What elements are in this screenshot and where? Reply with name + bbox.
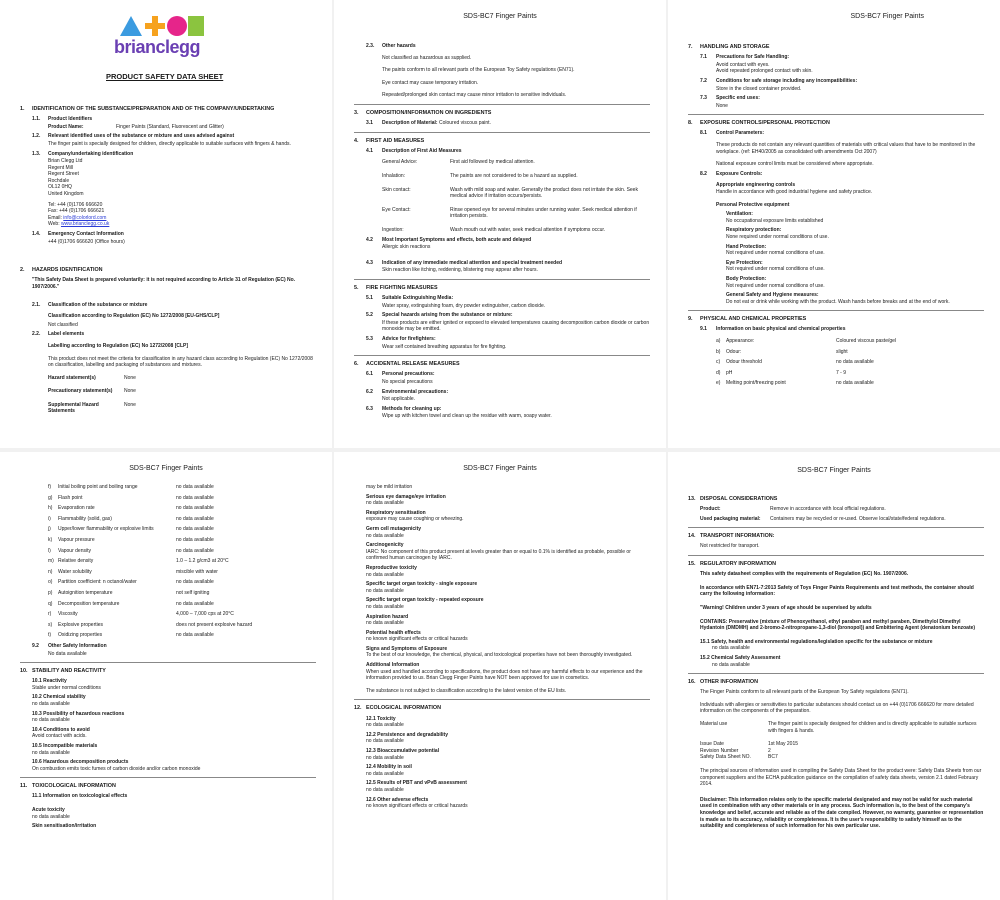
page-3	[668, 0, 1000, 448]
first-aid-row: Eye Contact: Rinse opened eye for several minutes under running water. Seek medical attention if irritation persists.	[382, 206, 637, 220]
company-address: Brian Clegg Ltd Regent Mill Regent Street Rochdale OL12 0HQ United Kingdom Tel: +44 (0)1706 666620 Fax: +44 (0)1706 666621 Email: info@colorlord.com Web: www.brianclegg.co.uk	[48, 158, 316, 228]
section-15-2-heading: 15.2 Chemical Safety Assessment	[700, 654, 781, 661]
tox-item-heading: Reproductive toxicity	[366, 564, 417, 571]
engineering-controls-text: Handle in accordance with good industrial hygiene and safety practice.	[716, 188, 873, 195]
stability-item-text: Stable under normal conditions	[32, 684, 101, 691]
section-4-3-heading: 4.3 Indication of any immediate medical attention and special treatment needed	[366, 259, 563, 266]
stability-item-text: no data available	[32, 701, 70, 707]
property-row: s) Explosive properties does not present explosive hazard	[48, 621, 253, 628]
disposal-row: Product: Remove in accordance with local official regulations.	[700, 506, 886, 513]
tox-item-heading: Specific target organ toxicity - single exposure	[366, 581, 478, 588]
section-8-1-text: These products do not contain any relevant quantities of materials with critical values that have to be monitored in the workplace. (ref: EH40/2005 as consolidated with amendments Oct 2007)	[716, 142, 976, 155]
tox-item-heading: Carcinogenicity	[366, 542, 404, 549]
email-link[interactable]: info@colorlord.com	[63, 214, 107, 221]
section-2-1-subheading: Classification according to Regulation (EC) No 1272/2008 [EU-GHS/CLP]	[48, 313, 220, 320]
running-header: SDS-BC7 Finger Paints	[463, 465, 537, 472]
regulatory-en71: In accordance with EN71-7:2013 Safety of Toys Finger Paints Requirements and test methods, the container should carry the following information:	[700, 584, 974, 598]
tox-item-heading: Specific target organ toxicity - repeated exposure	[366, 597, 484, 604]
eco-item-heading: 12.4 Mobility in soil	[366, 764, 412, 771]
eco-item-text: no data available	[366, 738, 404, 745]
issue-row: Issue Date 1st May 2015	[700, 741, 799, 748]
fax: Fax: +44 (0)1706 666621	[48, 208, 105, 215]
tox-item-text: no known significant effects or critical hazards	[366, 636, 468, 643]
other-hazards-line: Not classified as hazardous as supplied.	[382, 54, 472, 61]
property-row: d) pH 7 - 9	[716, 369, 847, 376]
property-row: j) Upper/lower flammability or explosive limits no data available	[48, 526, 214, 533]
other-info-allergy: Individuals with allergies or sensitivities to particular substances should contact us on +44 (0)1706 666620 for more detailed information on the components of the preparation.	[700, 701, 974, 715]
tox-item-text: IARC: No component of this product present at levels greater than or equal to 0.1% is identified as probable, possible or confirmed human carcinogen by IARC.	[366, 548, 631, 562]
section-8-1-heading: 8.1 Control Parameters:	[700, 130, 765, 137]
section-8-2-heading: 8.2 Exposure Controls:	[700, 170, 763, 177]
tox-item-heading: Aspiration hazard	[366, 613, 409, 620]
other-hazards-line: Repeated/prolonged skin contact may cause minor irritation to sensitive individuals.	[382, 92, 567, 99]
section-2-3-heading: 2.3. Other hazards	[366, 43, 416, 49]
stability-item-text: no data available	[32, 717, 70, 724]
section-15-1-text: no data available	[712, 645, 750, 652]
eco-item-heading: 12.1 Toxicity	[366, 715, 396, 722]
tox-item-heading: Serious eye damage/eye irritation	[366, 493, 446, 500]
page-5	[334, 452, 666, 900]
section-7-1-heading: 7.1 Precautions for Safe Handling:	[700, 54, 790, 61]
running-header: SDS-BC7 Finger Paints	[463, 13, 537, 20]
ppe-item: Respiratory protection: None required under normal conditions of use.	[726, 227, 829, 240]
section-1-1-heading: 1.1. Product Identifiers	[32, 116, 93, 123]
tel: Tel: +44 (0)1706 666620	[48, 201, 103, 208]
eco-item-heading: 12.3 Bioaccumulative potential	[366, 747, 440, 754]
first-aid-row: Ingestion: Wash mouth out with water, seek medical attention if symptoms occur.	[382, 226, 606, 233]
running-header: SDS-BC7 Finger Paints	[797, 467, 871, 474]
ppe-heading: Personal Protective equipment	[716, 201, 790, 208]
page-2	[334, 0, 666, 448]
section-2-2-subheading: Labelling according to Regulation (EC) No 1272/2008 [CLP]	[48, 342, 189, 349]
hazard-row: Hazard statement(s) None	[48, 374, 136, 381]
tox-item-text: When used and handled according to specifications, the product does not have any harmful effects to our experience and the information provided to us. Brian Clegg Finger Paints have NOT been approved for use in cosmetics.	[366, 668, 643, 682]
tox-item-heading: Germ cell mutagenicity	[366, 525, 422, 532]
section-6-3-heading: 6.3 Methods for cleaning up:	[366, 405, 442, 412]
brianclegg-logo	[114, 14, 204, 64]
property-row: n) Water solubility miscible with water	[48, 568, 218, 575]
first-aid-row: Skin contact: Wash with mild soap and water. Generally the product does not irritate the skin. Seek medical advice if irritation occurs/persists.	[382, 186, 638, 200]
disposal-row: Used packaging material: Containers may be recycled or re-used. Observe local/state/federal regulations.	[700, 515, 946, 522]
regulatory-compliance: This safety datasheet complies with the requirements of Regulation (EC) No. 1907/2006.	[700, 571, 909, 578]
tox-item-text: no data available	[366, 500, 404, 507]
page-4	[0, 452, 332, 900]
section-5-1-heading: 5.1 Suitable Extinguishing Media:	[366, 295, 454, 302]
stability-item-heading: 10.4 Conditions to avoid	[32, 726, 90, 733]
section-4-3-text: Skin reaction like itching, reddening, blistering may appear after hours.	[382, 267, 538, 274]
stability-item-heading: 10.2 Chemical stability	[32, 694, 86, 701]
section-2-2-heading: 2.2. Label elements	[32, 331, 85, 338]
section-4-2-heading: 4.2 Most Important Symptoms and effects, both acute and delayed	[366, 236, 532, 243]
handling-line: Avoid contact with eyes.	[716, 61, 770, 68]
property-row: r) Viscosity 4,000 – 7,000 cps at 20°C	[48, 611, 234, 618]
property-row: p) Autoignition temperature not self igniting	[48, 589, 210, 596]
section-9-2-heading: 9.2 Other Safety Information	[32, 642, 107, 649]
issue-row: Revision Number 2	[700, 747, 771, 754]
tox-item-text: no data available	[366, 532, 404, 539]
section-6-heading: 6. ACCIDENTAL RELEASE MEASURES	[354, 361, 460, 368]
eco-item-text: no data available	[366, 786, 404, 793]
section-2-heading: 2. HAZARDS IDENTIFICATION	[20, 267, 103, 274]
section-14-heading: 14. TRANSPORT INFORMATION:	[688, 533, 775, 540]
other-hazards-line: Eye contact may cause temporary irritation.	[382, 79, 479, 86]
property-row: i) Flammability (solid, gas) no data available	[48, 515, 214, 522]
document-title: PRODUCT SAFETY DATA SHEET	[106, 72, 224, 81]
section-9-1-heading: 9.1 Information on basic physical and chemical properties	[700, 326, 846, 333]
tox-item-text: no data available	[366, 603, 404, 610]
stability-item-heading: 10.3 Possibility of hazardous reactions	[32, 710, 125, 717]
section-5-2-heading: 5.2 Special hazards arising from the substance or mixture:	[366, 312, 513, 319]
section-6-2-text: Not applicable.	[382, 396, 416, 403]
section-1-3-heading: 1.3. Company/undertaking identification	[32, 150, 134, 157]
section-5-heading: 5. FIRE FIGHTING MEASURES	[354, 284, 438, 291]
property-row: t) Oxidizing properties no data available	[48, 632, 214, 639]
property-row: o) Partition coefficient: n octanol/water no data available	[48, 579, 214, 586]
hazard-row: Supplemental Hazard Statements None	[48, 401, 136, 415]
section-3-1: 3.1 Description of Material: Coloured viscous paint.	[366, 120, 491, 127]
page-1	[0, 0, 332, 448]
property-row: q) Decomposition temperature no data available	[48, 600, 214, 607]
section-1-4-text: +44 (0)1706 666620 (Office hours)	[48, 238, 125, 245]
section-9-2-text: No data available	[48, 650, 87, 657]
ppe-item: Body Protection: Not required under normal conditions of use.	[726, 275, 825, 289]
section-5-2-text: If these products are either ignited or exposed to elevated temperatures causing decomposition carbon dioxide or carbon monoxide may be emitted.	[382, 319, 650, 333]
section-11-heading: 11. TOXICOLOGICAL INFORMATION	[20, 783, 116, 790]
tox-item-text: no data available	[366, 571, 404, 578]
first-aid-row: General Advice: First aid followed by medical attention.	[382, 159, 535, 166]
engineering-controls-heading: Appropriate engineering controls	[716, 182, 796, 189]
hazard-row: Precautionary statement(s) None	[48, 388, 136, 395]
eco-item-text: no data available	[366, 770, 404, 777]
section-2-quote: "This Safety Data Sheet is prepared voluntarily: it is not required according to Article 31 of Regulation (EC) No. 1907/2006."	[32, 277, 296, 290]
regulatory-contains: CONTAINS: Preservative (mixture of Phenoxyethanol, ethyl paraben and methyl paraben, Dimethylol Dimethyl Hydantoin (DMDMH) and 2-bromo-2-nitropropane-1,3-diol (bronopol)) and Embittering Agent (denatonium benzoate)	[700, 618, 976, 632]
section-5-3-heading: 5.3 Advice for firefighters:	[366, 336, 436, 343]
stability-item-text: On combustion emits toxic fumes of carbon dioxide and/or carbon monoxide	[32, 765, 201, 772]
ppe-item: General Safety and Hygiene measures: Do not eat or drink while working with the product. Wash hands before breaks and at the end of work.	[726, 292, 950, 305]
acute-toxicity-heading: Acute toxicity	[32, 807, 65, 814]
tox-item-heading: Potential health effects	[366, 629, 421, 636]
section-5-1-text: Water spray, extinguishing foam, dry powder extinguisher, carbon dioxide.	[382, 302, 546, 309]
stability-item-heading: 10.6 Hazardous decomposition products	[32, 759, 129, 766]
section-15-2-text: no data available	[712, 661, 750, 668]
tox-item-heading: Respiratory sensitisation	[366, 509, 426, 516]
section-6-3-text: Wipe up with kitchen towel and clean up the residue with warm, soapy water.	[382, 413, 552, 420]
property-row: c) Odour threshold no data available	[716, 359, 874, 366]
section-7-3-text: None	[716, 102, 728, 109]
property-row: b) Odour: slight	[716, 348, 848, 355]
regulatory-warning: "Warning! Children under 3 years of age should be supervised by adults	[700, 604, 872, 611]
section-1-heading: 1. IDENTIFICATION OF THE SUBSTANCE/PREPARATION AND OF THE COMPANY/UNDERTAKING	[20, 106, 275, 112]
other-info-text: The Finger Paints conform to all relevant parts of the European Toy Safety regulations (EN71).	[700, 689, 909, 696]
stability-item-text: no data available	[32, 749, 70, 756]
property-row: l) Vapour density no data available	[48, 547, 214, 554]
brand-name: brianclegg	[114, 37, 201, 57]
section-15-1-heading: 15.1 Safety, health and environmental regulations/legislation specific for the substance or mixture	[700, 638, 933, 645]
section-3-heading: 3. COMPOSITION/INFORMATION ON INGREDIENTS	[354, 109, 492, 116]
section-2-1-heading: 2.1. Classification of the substance or mixture	[32, 301, 148, 308]
tox-item-text: To the best of our knowledge, the chemical, physical, and toxicological properties have not been thoroughly investigated.	[366, 652, 633, 659]
section-16-heading: 16. OTHER INFORMATION	[688, 679, 758, 686]
issue-row: Safety Data Sheet NO. BC7	[700, 754, 778, 761]
section-4-1-heading: 4.1 Description of First Aid Measures	[366, 147, 462, 154]
property-row: m) Relative density 1.0 – 1.2 g/cm3 at 20°C	[48, 558, 229, 565]
section-11-1-heading: 11.1 Information on toxicological effects	[32, 793, 128, 800]
property-row: h) Evaporation rate no data available	[48, 505, 214, 512]
section-10-heading: 10. STABILITY AND REACTIVITY	[20, 668, 106, 675]
eco-item-heading: 12.6 Other adverse effects	[366, 796, 429, 803]
property-row: e) Melting point/freezing point no data available	[716, 380, 874, 387]
tox-item-text: no data available	[366, 587, 404, 594]
section-8-heading: 8. EXPOSURE CONTROLS/PERSONAL PROTECTION	[688, 120, 830, 127]
section-6-2-heading: 6.2 Environmental precautions:	[366, 388, 449, 395]
section-6-1-heading: 6.1 Personal precautions:	[366, 371, 435, 378]
property-row: f) Initial boiling point and boiling range no data available	[48, 484, 214, 490]
property-row: a) Appearance: Coloured viscous paste/gel	[716, 338, 897, 344]
eu-classification-note: The substance is not subject to classification according to the latest version of the EU lists.	[366, 687, 567, 694]
ppe-item: Ventilation: No occupational exposure limits established	[726, 211, 824, 224]
acute-toxicity-text: no data available	[32, 813, 70, 820]
section-7-3-heading: 7.3 Specific end uses:	[700, 95, 760, 102]
eco-item-heading: 12.5 Results of PBT and vPvB assessment	[366, 780, 467, 787]
section-9-heading: 9. PHYSICAL AND CHEMICAL PROPERTIES	[688, 316, 807, 323]
section-13-heading: 13. DISPOSAL CONSIDERATIONS	[688, 496, 778, 502]
other-hazards-line: The paints conform to all relevant parts of the European Toy Safety regulations (EN71).	[382, 67, 575, 74]
eco-item-text: no data available	[366, 754, 404, 761]
skin-irritation-text: may be mild irritation	[366, 484, 413, 490]
eco-item-text: no known significant effects or critical hazards	[366, 803, 468, 810]
section-8-1-text2: National exposure control limits must be considered where appropriate.	[716, 161, 874, 168]
eco-item-heading: 12.2 Persistence and degradability	[366, 731, 448, 738]
section-4-2-text: Allergic skin reactions	[382, 244, 431, 251]
section-7-2-text: Store in the closed container provided.	[716, 85, 802, 92]
tox-item-text: exposure may cause coughing or wheezing.	[366, 516, 464, 523]
material-use-row: Material use The finger paint is specially designed for children and is directly applicable to suitable surfaces with fingers & hands.	[700, 721, 977, 734]
property-row: k) Vapour pressure no data available	[48, 536, 214, 543]
ppe-item: Hand Protection: Not required under normal conditions of use.	[726, 243, 825, 257]
section-2-1-value: Not classified	[48, 321, 78, 328]
stability-item-heading: 10.1 Reactivity	[32, 678, 67, 685]
stability-item-text: Avoid contact with acids.	[32, 733, 87, 740]
property-row: g) Flash point no data available	[48, 494, 214, 501]
transport-text: Not restricted for transport.	[700, 543, 760, 550]
running-header: SDS-BC7 Finger Paints	[129, 465, 203, 472]
first-aid-row: Inhalation: The paints are not considered to be a hazard as supplied.	[382, 173, 578, 179]
section-2-2-text: This product does not meet the criteria for classification in any hazard class according to Regulation (EC) No 1272/2008 on classification, labelling and packaging of substances and mixtures.	[48, 355, 313, 369]
section-7-heading: 7. HANDLING AND STORAGE	[688, 44, 770, 50]
section-1-2-heading: 1.2. Relevant identified uses of the substance or mixture and uses advised against	[32, 133, 235, 140]
disclaimer: Disclaimer: This information relates only to the specific material designated and may not be valid for such material used in combination with any other materials or in any process. Such information is, to the best of the company's knowledge and belief, accurate and reliable as of the date compiled. However, no warranty, guarantee or representation is made as to its accuracy, reliability or completeness. It is the user's responsibility to satisfy himself as to the suitability and completeness of such information for his own particular use.	[700, 796, 984, 830]
running-header: SDS-BC7 Finger Paints	[850, 13, 924, 20]
handling-line: Avoid repeated prolonged contact with skin.	[716, 68, 813, 75]
logo-shapes-icon	[120, 14, 204, 38]
sources-text: The principal sources of information used in compiling the Safety Data Sheet for the product were: Safety Data Sheets from our component suppliers and the ECHA publication guidance on the compilation of safety data sheets, version 2.1 dated February 2014.	[700, 767, 982, 788]
ppe-item: Eye Protection: Not required under normal conditions of use.	[726, 259, 825, 273]
section-15-heading: 15. REGULATORY INFORMATION	[688, 561, 777, 568]
section-1-4-heading: 1.4. Emergency Contact Information	[32, 231, 124, 238]
tox-item-heading: Additional Information	[366, 662, 420, 669]
section-4-heading: 4. FIRST AID MEASURES	[354, 137, 425, 144]
section-1-2-text: The finger paint is specially designed for children, directly applicable to suitable surfaces with fingers & hands.	[48, 140, 291, 147]
skin-sensitisation-heading: Skin sensitisation/irritation	[32, 823, 97, 830]
product-name-row: Product Name: Finger Paints (Standard, Fluorescent and Glitter)	[48, 123, 224, 130]
tox-item-text: no data available	[366, 620, 404, 627]
stability-item-heading: 10.5 Incompatible materials	[32, 742, 98, 749]
section-5-3-text: Wear self contained breathing apparatus for fire fighting.	[382, 343, 507, 350]
section-12-heading: 12. ECOLOGICAL INFORMATION	[354, 705, 441, 712]
page-6	[668, 452, 1000, 900]
eco-item-text: no data available	[366, 722, 404, 729]
web-link[interactable]: www.brianclegg.co.uk	[60, 221, 110, 228]
section-7-2-heading: 7.2 Conditions for safe storage including any incompatibilities:	[700, 77, 858, 84]
section-6-1-text: No special precautions	[382, 378, 433, 385]
tox-item-heading: Signs and Symptoms of Exposure	[366, 645, 448, 652]
